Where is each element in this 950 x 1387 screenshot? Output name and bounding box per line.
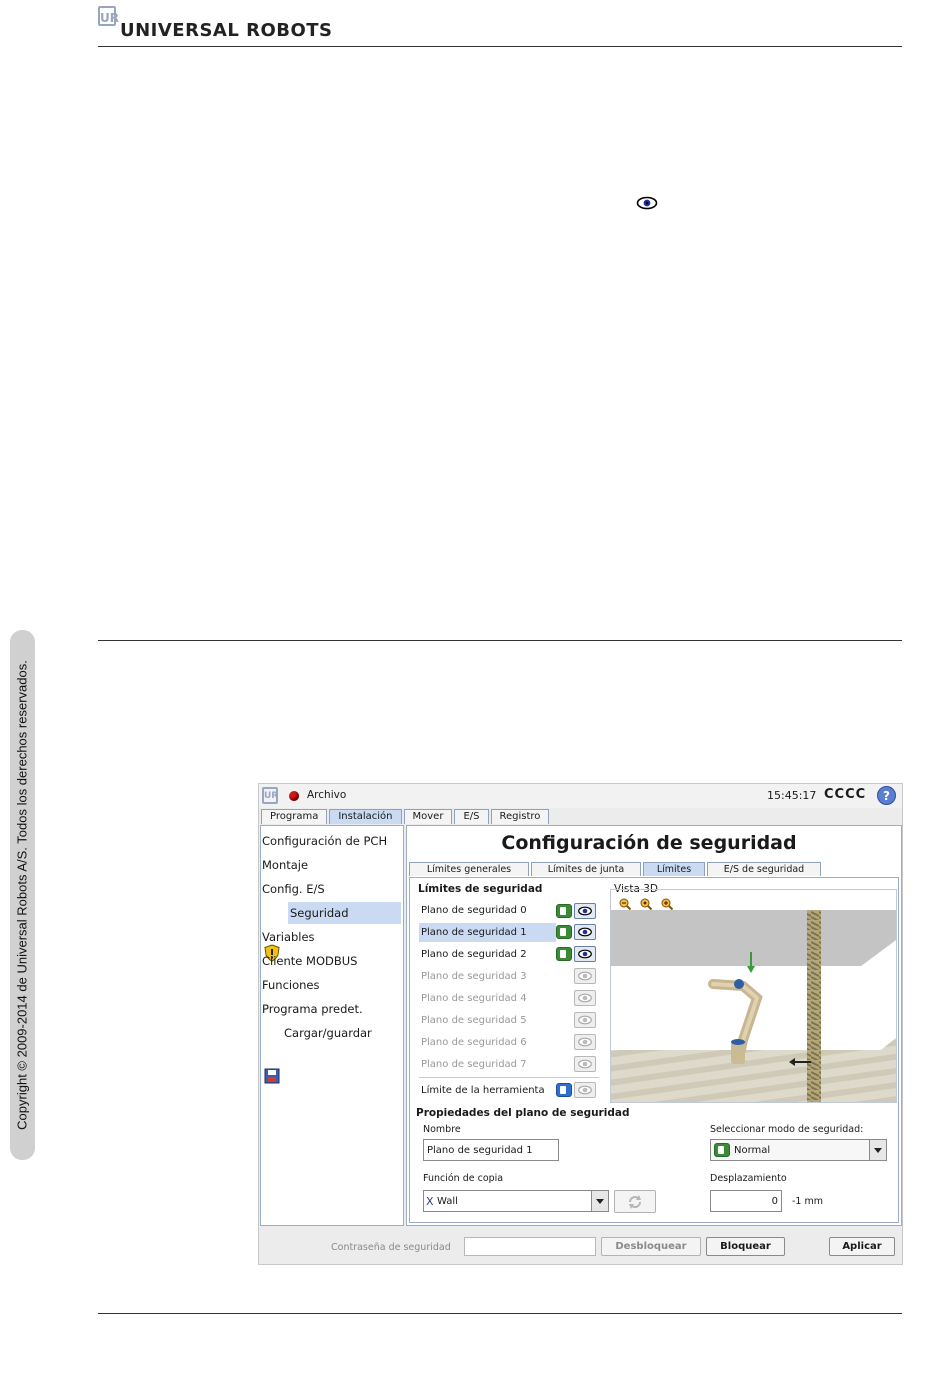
tab-instalacion[interactable]: Instalación <box>329 809 401 824</box>
eye-icon[interactable] <box>574 1082 596 1098</box>
eye-icon <box>574 990 596 1006</box>
limits-content <box>409 877 899 1223</box>
plane-name-input[interactable]: Plano de seguridad 1 <box>423 1139 559 1161</box>
copyright-strip <box>10 630 35 1160</box>
polyscope-screenshot <box>258 783 903 1265</box>
header-rule <box>98 46 902 47</box>
view3d-canvas[interactable] <box>610 889 897 1103</box>
tab-registro[interactable]: Registro <box>491 809 550 824</box>
copy-label: Función de copia <box>423 1173 504 1184</box>
eye-icon[interactable] <box>574 946 596 962</box>
bottom-bar <box>259 1228 902 1264</box>
name-label: Nombre <box>423 1124 461 1135</box>
sidebar-item-programa-predet[interactable]: Programa predet. <box>262 1002 363 1016</box>
refresh-icon <box>627 1194 643 1210</box>
tab-es-de-seguridad[interactable]: E/S de seguridad <box>707 862 821 876</box>
tab-limites-de-junta[interactable]: Límites de junta <box>531 862 641 876</box>
list-item-plane-3[interactable]: Plano de seguridad 3 <box>421 971 527 982</box>
view3d-label: Vista 3D <box>614 883 658 895</box>
zoom-in-icon[interactable] <box>661 898 673 910</box>
mode-label: Seleccionar modo de seguridad: <box>710 1124 864 1135</box>
tab-limites-generales[interactable]: Límites generales <box>409 862 529 876</box>
eye-icon <box>574 968 596 984</box>
sidebar-item-modbus[interactable]: Cliente MODBUS <box>262 954 358 968</box>
password-input[interactable] <box>464 1237 596 1256</box>
tool-limit-label: Límite de la herramienta <box>421 1085 545 1096</box>
eye-icon[interactable] <box>574 903 596 919</box>
tab-limites[interactable]: Límites <box>643 862 705 876</box>
offset-input[interactable]: 0 <box>710 1190 782 1212</box>
wall-icon: X <box>426 1195 434 1208</box>
lock-button[interactable]: Bloquear <box>706 1237 785 1256</box>
apply-button[interactable]: Aplicar <box>829 1237 895 1256</box>
eye-icon <box>574 1012 596 1028</box>
sidebar-item-cargar-guardar[interactable]: Cargar/guardar <box>284 1026 372 1040</box>
copy-function-select[interactable] <box>423 1190 609 1212</box>
page-title: Configuración de seguridad <box>501 832 797 854</box>
robot-name: CCCC <box>824 787 867 802</box>
unlock-button[interactable]: Desbloquear <box>601 1237 701 1256</box>
list-item-plane-6[interactable]: Plano de seguridad 6 <box>421 1037 527 1048</box>
toggle-tool-limit[interactable] <box>556 1083 572 1097</box>
offset-unit: -1 mm <box>792 1196 824 1207</box>
safety-mode-select[interactable] <box>710 1139 887 1161</box>
sidebar-item-montaje[interactable]: Montaje <box>262 858 309 872</box>
properties-header: Propiedades del plano de seguridad <box>416 1107 630 1119</box>
eye-icon <box>574 1034 596 1050</box>
tab-mover[interactable]: Mover <box>404 809 453 824</box>
record-status-icon <box>289 791 299 801</box>
tab-es[interactable]: E/S <box>454 809 488 824</box>
chevron-down-icon <box>591 1191 608 1211</box>
copyright-text: Copyright © 2009-2014 de Universal Robots A/S. Todos los derechos reservados. <box>14 660 30 1130</box>
sidebar-item-funciones[interactable]: Funciones <box>262 978 320 992</box>
sidebar-item-variables[interactable]: Variables <box>262 930 315 944</box>
list-item-plane-5[interactable]: Plano de seguridad 5 <box>421 1015 527 1026</box>
top-bar <box>259 784 902 808</box>
help-icon[interactable]: ? <box>877 786 896 805</box>
toggle-plane-0[interactable] <box>556 904 572 918</box>
sidebar-item-seguridad[interactable]: Seguridad <box>288 902 401 924</box>
normal-mode-icon <box>714 1143 730 1157</box>
safety-sub-tabs <box>409 862 823 876</box>
toggle-plane-2[interactable] <box>556 947 572 961</box>
ur-logo-icon: UR <box>98 6 116 26</box>
limits-header: Límites de seguridad <box>418 883 543 895</box>
robot-3d-scene <box>611 910 896 1102</box>
zoom-out-icon[interactable] <box>619 898 631 910</box>
file-menu[interactable]: Archivo <box>307 789 347 801</box>
save-disk-icon <box>264 1068 280 1084</box>
sidebar-item-pch[interactable]: Configuración de PCH <box>262 834 388 848</box>
zoom-reset-icon[interactable] <box>640 898 652 910</box>
divider <box>419 1077 599 1078</box>
tab-programa[interactable]: Programa <box>261 809 327 824</box>
eye-icon[interactable] <box>574 924 596 940</box>
installation-sidebar <box>260 825 404 1226</box>
refresh-button[interactable] <box>614 1190 656 1213</box>
copy-function-value: Wall <box>437 1196 458 1207</box>
eye-icon <box>574 1056 596 1072</box>
section-rule <box>98 640 902 641</box>
safety-mode-value: Normal <box>734 1145 771 1156</box>
list-item-plane-0[interactable]: Plano de seguridad 0 <box>421 905 527 916</box>
brand-name: UNIVERSAL ROBOTS <box>120 20 333 41</box>
footer-rule <box>98 1313 902 1314</box>
password-label: Contraseña de seguridad <box>331 1242 451 1253</box>
list-item-plane-7[interactable]: Plano de seguridad 7 <box>421 1059 527 1070</box>
list-item-plane-1[interactable]: Plano de seguridad 1 <box>419 923 556 942</box>
main-tabs <box>261 809 551 825</box>
sidebar-item-config-es[interactable]: Config. E/S <box>262 882 325 896</box>
toggle-plane-1[interactable] <box>556 925 572 939</box>
list-item-plane-2[interactable]: Plano de seguridad 2 <box>421 949 527 960</box>
chevron-down-icon <box>869 1140 886 1160</box>
safety-config-panel <box>406 825 902 1226</box>
offset-label: Desplazamiento <box>710 1173 787 1184</box>
ur-logo-icon: UR <box>262 787 278 804</box>
list-item-plane-4[interactable]: Plano de seguridad 4 <box>421 993 527 1004</box>
eye-icon <box>636 194 658 212</box>
clock: 15:45:17 <box>767 789 817 802</box>
